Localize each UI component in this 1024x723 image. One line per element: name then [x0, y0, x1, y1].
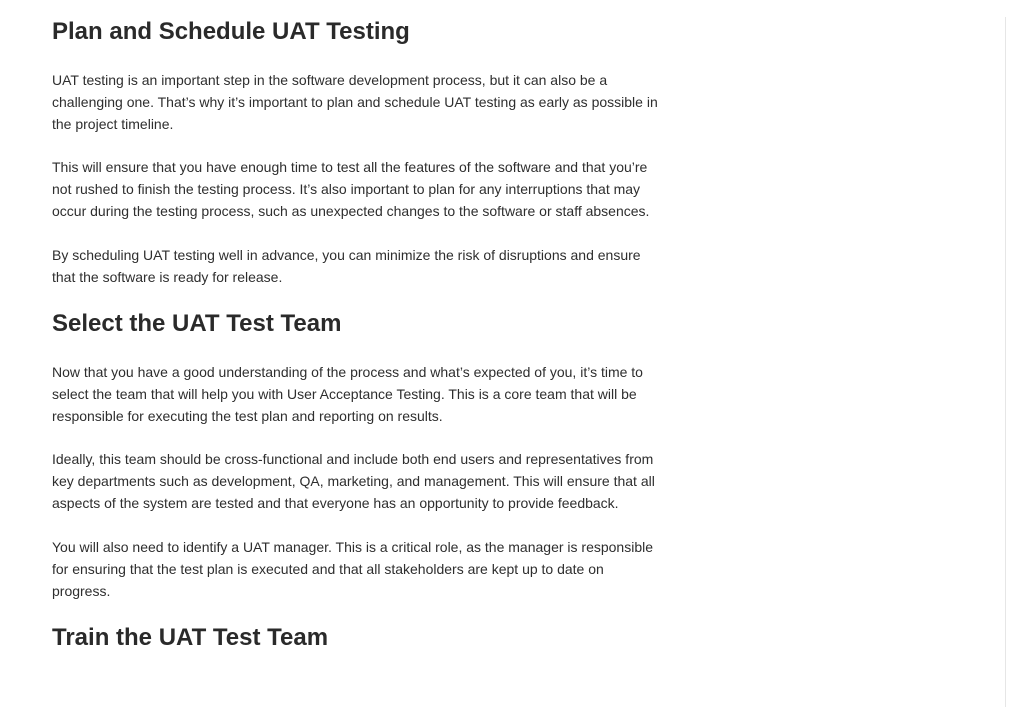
section-heading-train-team: Train the UAT Test Team	[52, 624, 329, 651]
paragraph: Ideally, this team should be cross-functional and include both end users and representatives from key departments such as development, QA, marketing, and management. This will ensure that all aspects of the system are tested and that everyone has an opportunity to provide feedback.	[52, 451, 655, 511]
paragraph: By scheduling UAT testing well in advance, you can minimize the risk of disruptions and ensure that the software is ready for release.	[52, 247, 641, 285]
paragraph: This will ensure that you have enough time to test all the features of the software and that you’re not rushed to finish the testing process. It’s also important to plan for any interruptions that may occur during the testing process, such as unexpected changes to the software or staff absences.	[52, 159, 650, 219]
paragraph: Now that you have a good understanding of the process and what’s expected of you, it’s time to select the team that will help you with User Acceptance Testing. This is a core team that will be responsible for executing the test plan and reporting on results.	[52, 364, 643, 424]
sidebar-divider	[1005, 17, 1006, 707]
section-heading-plan-schedule: Plan and Schedule UAT Testing	[52, 18, 410, 45]
section-heading-select-team: Select the UAT Test Team	[52, 310, 342, 337]
paragraph: You will also need to identify a UAT manager. This is a critical role, as the manager is responsible for ensuring that the test plan is executed and that all stakeholders are kept up to date on progress.	[52, 539, 654, 599]
paragraph: UAT testing is an important step in the software development process, but it can also be a challenging one. That’s why it’s important to plan and schedule UAT testing as early as possible in the project timeline.	[52, 72, 658, 132]
